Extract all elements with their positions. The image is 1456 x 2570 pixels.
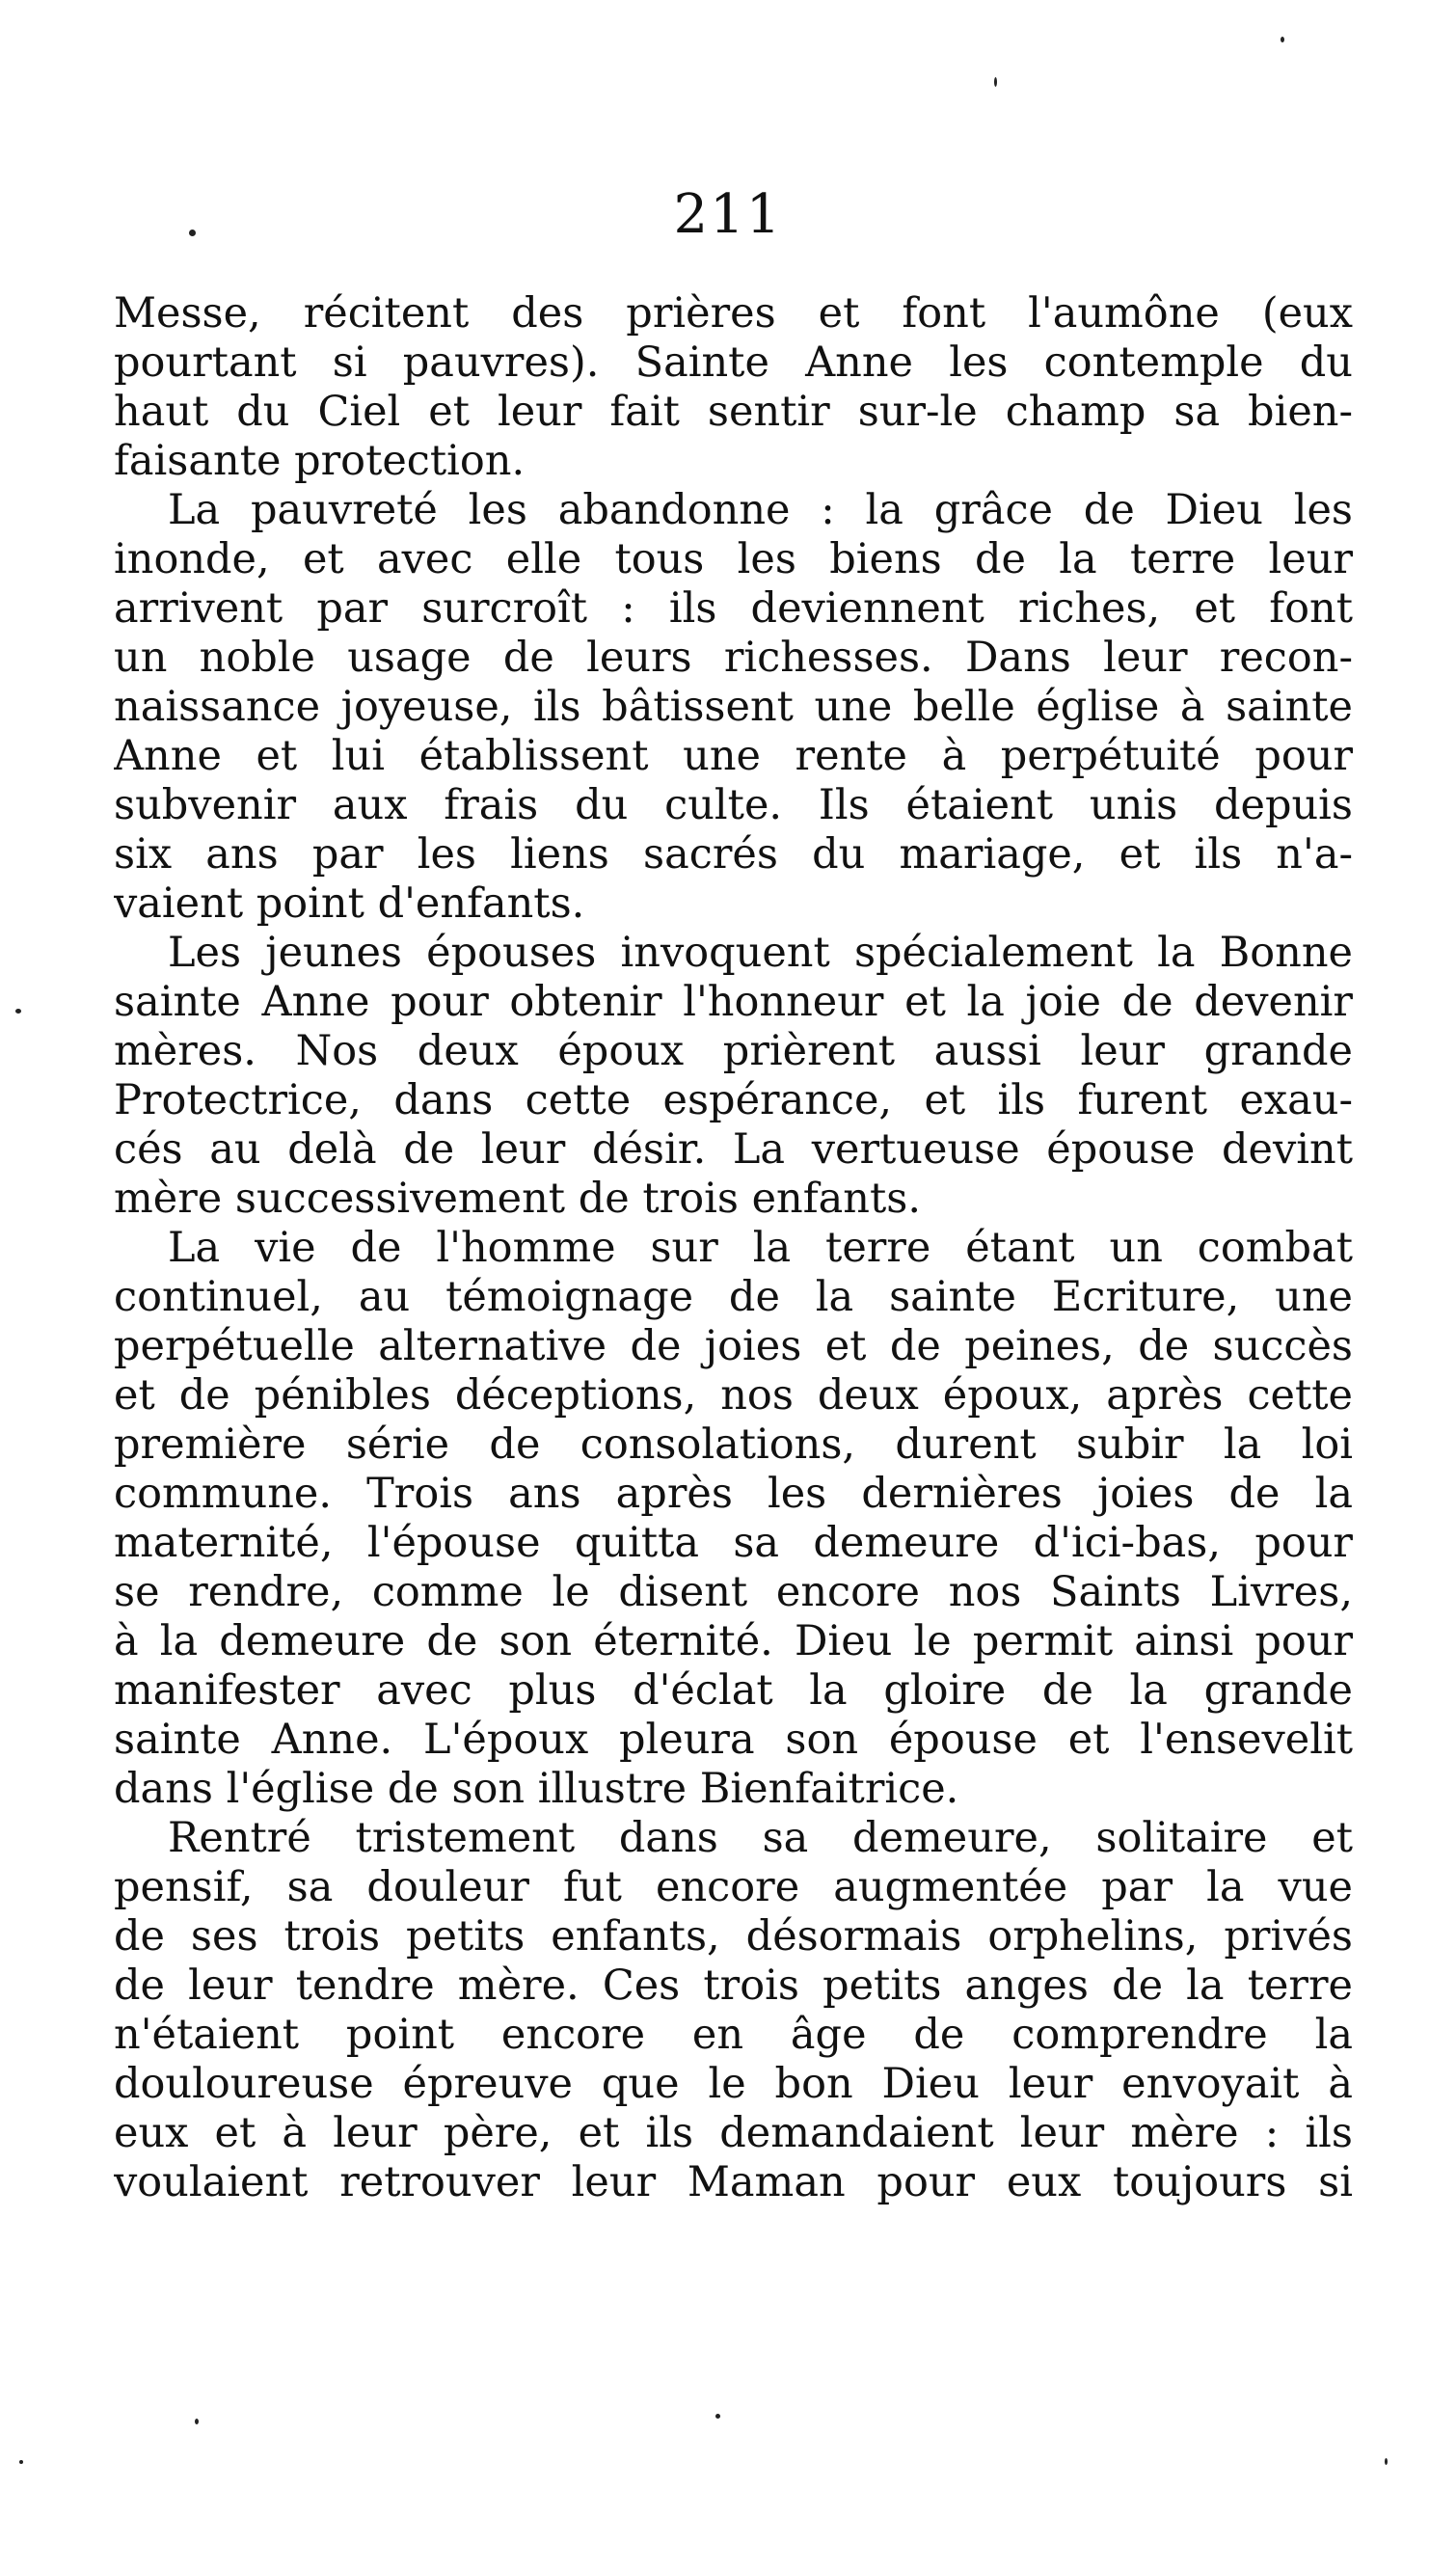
- scan-speck: [1385, 2458, 1388, 2465]
- text-line: vaient point d'enfants.: [114, 879, 585, 928]
- text-line: arrivent par surcroît : ils deviennent riches, et font: [114, 584, 1353, 633]
- text-line: sainte Anne pour obtenir l'honneur et la joie de devenir: [114, 978, 1353, 1026]
- scan-speck: [189, 230, 196, 236]
- paragraph-1: [114, 289, 1353, 486]
- scan-speck: [1281, 37, 1284, 42]
- text-line: à la demeure de son éternité. Dieu le permit ainsi pour: [114, 1617, 1353, 1665]
- text-line: pensif, sa douleur fut encore augmentée par la vue: [114, 1863, 1353, 1911]
- text-line: six ans par les liens sacrés du mariage, et ils n'a-: [114, 830, 1353, 879]
- text-line: naissance joyeuse, ils bâtissent une belle église à sainte: [114, 683, 1353, 731]
- text-line: de leur tendre mère. Ces trois petits anges de la terre: [114, 1961, 1353, 2010]
- scan-speck: [15, 1009, 21, 1014]
- page-number: 211: [673, 183, 783, 246]
- scan-speck: [195, 2419, 199, 2424]
- text-line: Anne et lui établissent une rente à perpétuité pour: [114, 732, 1353, 780]
- text-line: dans l'église de son illustre Bienfaitrice.: [114, 1765, 959, 1813]
- text-line: pourtant si pauvres). Sainte Anne les contemple du: [114, 338, 1353, 387]
- text-line: perpétuelle alternative de joies et de peines, de succès: [114, 1322, 1353, 1370]
- text-line: commune. Trois ans après les dernières joies de la: [114, 1470, 1353, 1518]
- text-line: n'étaient point encore en âge de comprendre la: [114, 2011, 1353, 2059]
- text-line: voulaient retrouver leur Maman pour eux toujours si: [114, 2158, 1353, 2206]
- text-line: se rendre, comme le disent encore nos Saints Livres,: [114, 1568, 1353, 1616]
- paragraph-3: [114, 929, 1353, 1224]
- text-line: Rentré tristement dans sa demeure, solitaire et: [168, 1814, 1353, 1862]
- text-line: douloureuse épreuve que le bon Dieu leur envoyait à: [114, 2060, 1353, 2108]
- text-line: eux et à leur père, et ils demandaient leur mère : ils: [114, 2109, 1353, 2157]
- text-line: haut du Ciel et leur fait sentir sur-le champ sa bien-: [114, 388, 1353, 436]
- paragraph-4: [114, 1224, 1353, 1814]
- paragraph-5: [114, 1814, 1353, 2207]
- text-line: inonde, et avec elle tous les biens de la terre leur: [114, 535, 1353, 583]
- scan-speck: [19, 2460, 23, 2464]
- paragraph-2: [114, 486, 1353, 929]
- body-text: [114, 289, 1353, 2207]
- text-line: Messe, récitent des prières et font l'aumône (eux: [114, 289, 1353, 338]
- text-line: La vie de l'homme sur la terre étant un combat: [168, 1224, 1353, 1272]
- text-line: La pauvreté les abandonne : la grâce de Dieu les: [168, 486, 1353, 534]
- text-line: subvenir aux frais du culte. Ils étaient unis depuis: [114, 781, 1353, 829]
- text-line: mère successivement de trois enfants.: [114, 1175, 922, 1223]
- text-line: faisante protection.: [114, 437, 526, 485]
- text-line: mères. Nos deux époux prièrent aussi leur grande: [114, 1027, 1353, 1075]
- text-line: et de pénibles déceptions, nos deux époux, après cette: [114, 1371, 1353, 1420]
- text-line: maternité, l'épouse quitta sa demeure d'ici-bas, pour: [114, 1519, 1353, 1567]
- text-line: sainte Anne. L'époux pleura son épouse et l'ensevelit: [114, 1716, 1353, 1764]
- text-line: Protectrice, dans cette espérance, et ils furent exau-: [114, 1076, 1353, 1124]
- text-line: un noble usage de leurs richesses. Dans leur recon-: [114, 634, 1353, 682]
- scan-speck: [994, 77, 997, 87]
- scan-speck: [715, 2414, 720, 2419]
- text-line: manifester avec plus d'éclat la gloire de la grande: [114, 1666, 1353, 1715]
- text-line: de ses trois petits enfants, désormais orphelins, privés: [114, 1912, 1353, 1961]
- text-line: cés au delà de leur désir. La vertueuse épouse devint: [114, 1125, 1353, 1174]
- text-line: Les jeunes épouses invoquent spécialement la Bonne: [168, 929, 1353, 977]
- text-line: continuel, au témoignage de la sainte Ecriture, une: [114, 1273, 1353, 1321]
- text-line: première série de consolations, durent subir la loi: [114, 1420, 1353, 1469]
